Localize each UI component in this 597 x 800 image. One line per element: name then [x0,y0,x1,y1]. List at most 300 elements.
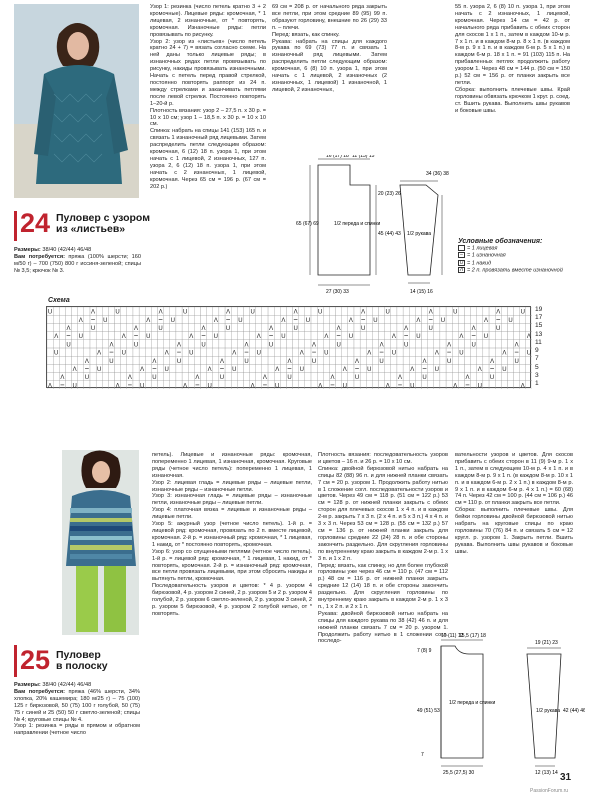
chart-cell [440,373,446,381]
chart-cell [200,307,206,315]
chart-cell [268,381,274,389]
chart-cell [59,323,65,331]
chart-cell [102,381,108,389]
chart-cell [495,381,501,389]
chart-cell [311,332,317,340]
k2tog-symbol: Λ [134,326,139,332]
chart-cell [182,340,188,348]
chart-cell [108,332,114,340]
chart-cell [182,315,188,323]
k2tog-symbol: Λ [152,358,157,365]
legend-item [458,267,573,274]
chart-cell [133,381,139,389]
chart-cell [286,340,292,348]
chart-cell [409,323,415,331]
chart-cell [256,381,262,389]
chart-cell [385,356,391,364]
front-back-label: 1/2 переда и спинки [334,221,381,227]
chart-cell [164,323,170,331]
chart-cell [452,373,458,381]
k2tog-symbol: Λ [361,309,366,316]
instructions-column-1: петель). Лицевые и изнаночные ряды: кромочная, попеременно 1 лицевая, 1 изнаночная, кромочная. Круговые ряды (четное число петель): попеременно 1 лицевая, 1 изнаночная. Узор 2: лицевая гладь = лицевые ряды – лицевые петли, изнаночные ряды – изнаночные петли. Узор 3: изнаночная гладь = лицевые ряды – изнаночные петли, изнаночные ряды – лицевые петли. Узор 4: платочная вязка = лицевые и изнаночные ряды – лицевые петли. Узор 5: ажурный узор (четное число петель). 1-й р. = лицевой ряд: кромочная, провязать по 2 п. вместе лицевой, кромочная. 2-й р. = изнаночный ряд: кромочная, * 1 лицевая, 1 накид, от * постоянно повторять, кромочная. Узор 6: узор со спущенными петлями (четное число петель). 1-й р. = лицевой ряд: кромочная, * 1 лицевая, 1 накид, от * повторять, кромочная. 2-й р. = изнаночный ряд: кромочная, все петли провязать лицевыми, при этом сбросить накиды и вытянуть петли, кромочная. Последовательность узоров и цветов: * 4 р. узором 4 бирюзовой, 4 р. узором 2 синей, 2 р. узором 5 и 2 р. узором 4 голубой, 2 р. узором 6 светло-зеленой, 2 р. узором 3 синей, 2 р. узором 5 бирюзовой, 4 р. узором 2 голубой нитью, от * повторять. [152,452,312,617]
chart-cell [164,315,170,323]
chart-cell [145,373,151,381]
yarn-over-symbol: U [115,309,120,316]
chart-cell [72,340,78,348]
chart-cell [403,315,409,323]
materials-value: пряжа (100% шерсти; 160 м/50 г) – 700 (750) 800 г иссиня-зеленой; спицы № 3,5; крючок № 3. [14,253,141,274]
schema-row-number: 9 [535,347,539,355]
chart-cell [121,323,127,331]
chart-cell [207,340,213,348]
chart-cell [452,323,458,331]
chart-cell [440,381,446,389]
chart-cell [47,364,53,372]
k2tog-symbol: Λ [490,358,495,365]
yarn-over-symbol: U [410,383,415,389]
yarn-over-symbol: U [84,375,90,382]
chart-cell [115,373,121,381]
yarn-over-symbol: U [373,317,378,324]
k2tog-symbol: Λ [146,317,151,324]
chart-cell [237,373,243,381]
chart-cell [280,381,286,389]
chart-cell [158,356,164,364]
chart-cell [268,348,274,356]
dim-length: 49 (51) 53 [417,708,440,714]
chart-cell [440,323,446,331]
chart-cell [415,340,421,348]
chart-cell [391,323,397,331]
chart-cell [471,356,477,364]
chart-cell [280,364,286,372]
chart-cell [446,373,452,381]
chart-cell [305,323,311,331]
chart-cell [256,307,262,315]
chart-cell [520,315,526,323]
chart-cell [342,307,348,315]
chart-cell [501,323,507,331]
chart-cell [262,307,268,315]
chart-cell [336,307,342,315]
chart-cell [96,315,102,323]
k2tog-symbol: Λ [447,342,452,349]
chart-cell [102,356,108,364]
yarn-over-symbol: U [324,350,329,357]
chart-cell [274,348,280,356]
chart-cell [379,373,385,381]
chart-cell [268,373,274,381]
chart-cell [53,315,59,323]
chart-cell [483,348,489,356]
chart-cell [520,340,526,348]
chart-cell [207,315,213,323]
chart-cell [182,356,188,364]
chart-cell [145,340,151,348]
chart-cell [354,323,360,331]
chart-cell [158,348,164,356]
chart-cell [280,307,286,315]
chart-cell [65,381,71,389]
k2tog-symbol: Λ [330,375,335,382]
chart-cell [501,356,507,364]
front-back-label: 1/2 переда и спинки [449,700,496,706]
chart-cell [65,356,71,364]
chart-cell [108,381,114,389]
chart-cell [391,307,397,315]
chart-cell [360,332,366,340]
chart-cell [514,364,520,372]
legend-text: = 1 лицевая [467,245,498,252]
chart-cell [96,381,102,389]
chart-cell [219,315,225,323]
schema-row-numbers [535,306,549,388]
chart-cell [317,340,323,348]
model-illustration [14,4,139,198]
chart-cell [158,332,164,340]
chart-cell [286,332,292,340]
pattern-number: 25 [20,645,51,675]
chart-cell [170,348,176,356]
chart-cell [90,356,96,364]
k2tog-symbol: Λ [385,383,390,389]
yarn-over-symbol: U [238,317,243,324]
chart-cell [127,364,133,372]
chart-cell [336,381,342,389]
chart-cell [47,356,53,364]
chart-cell [403,348,409,356]
chart-cell [354,340,360,348]
chart-cell [379,323,385,331]
chart-cell [72,356,78,364]
chart-cell [317,323,323,331]
schema-row-number: 15 [535,322,543,330]
chart-cell [145,323,151,331]
yarn-over-symbol: U [158,326,163,332]
k2tog-symbol: Λ [226,309,231,316]
k2tog-symbol: Λ [514,342,519,349]
chart-cell [299,381,305,389]
chart-cell [458,307,464,315]
chart-cell [268,356,274,364]
chart-cell [379,381,385,389]
pattern1-intro: Узор 1: резинка = ряды в прямом и обратном направлении (четное число [14,723,140,737]
k2tog-symbol: Λ [428,309,433,316]
chart-cell [225,373,231,381]
dim-sleeve-length: 42 (44) 46 [563,708,585,714]
chart-cell [354,307,360,315]
chart-cell [385,348,391,356]
chart-cell [434,307,440,315]
chart-cell [458,364,464,372]
yarn-over-symbol: U [268,342,274,349]
section-divider [0,425,597,426]
chart-cell [237,381,243,389]
chart-cell [262,356,268,364]
chart-cell [213,307,219,315]
chart-cell [231,381,237,389]
chart-cell [182,332,188,340]
k2tog-symbol: Λ [404,326,409,332]
yarn-over-symbol: U [496,326,501,332]
legend-title: Условные обозначения: [458,238,543,245]
chart-cell [139,356,145,364]
chart-cell [336,373,342,381]
yarn-over-symbol: U [391,350,397,357]
photo-pullover-24 [14,4,139,198]
chart-cell [452,364,458,372]
chart-cell [391,381,397,389]
chart-cell [415,356,421,364]
chart-cell [102,373,108,381]
chart-cell [139,315,145,323]
k2tog-symbol: Λ [164,350,169,357]
chart-cell [305,373,311,381]
chart-cell [458,373,464,381]
chart-cell [514,373,520,381]
chart-cell [366,307,372,315]
chart-cell [145,348,151,356]
chart-cell [280,323,286,331]
chart-cell [323,356,329,364]
yarn-over-symbol: U [189,350,194,357]
chart-cell [520,356,526,364]
chart-cell [237,348,243,356]
page-number: 31 [560,772,572,783]
chart-cell [305,340,311,348]
chart-cell [391,315,397,323]
chart-cell [78,323,84,331]
pattern-title-line2: из «листьев» [56,223,126,235]
model-illustration [62,450,139,635]
chart-cell [225,332,231,340]
chart-cell [372,332,378,340]
k2tog-symbol: Λ [483,317,488,324]
chart-cell [250,373,256,381]
k2tog-symbol: Λ [502,350,507,357]
chart-cell [250,332,256,340]
chart-cell [366,315,372,323]
chart-cell [207,332,213,340]
chart-cell [53,364,59,372]
chart-cell [446,315,452,323]
chart-cell [348,323,354,331]
chart-cell [366,356,372,364]
chart-cell [176,307,182,315]
chart-cell [514,332,520,340]
chart-cell [176,381,182,389]
chart-cell [440,332,446,340]
chart-cell [458,356,464,364]
chart-cell [483,307,489,315]
chart-cell [483,381,489,389]
chart-cell [84,340,90,348]
chart-cell [127,348,133,356]
k2tog-symbol: Λ [256,334,261,341]
chart-cell [102,323,108,331]
chart-cell [366,381,372,389]
chart-cell [170,332,176,340]
chart-cell [53,307,59,315]
chart-cell [446,307,452,315]
chart-cell [194,364,200,372]
chart-cell [59,348,65,356]
chart-cell [360,340,366,348]
k2tog-symbol: Λ [355,358,360,365]
yarn-over-symbol: U [139,383,145,389]
yarn-over-symbol: U [219,375,225,382]
chart-cell [274,340,280,348]
chart-cell [360,381,366,389]
yarn-over-symbol: U [78,334,83,341]
materials-value: пряжа (46% шерсти, 34% хлопка, 20% кашемира; 180 м/25 г) – 75 (100) 125 г бирюзовой, 50 (75) 100 г голубой, 50 (75) 75 г синей и 25 (50) 50 г светло-зеленой; спицы № 4; круговые спицы № 4. [14,688,140,723]
chart-cell [391,373,397,381]
chart-cell [409,307,415,315]
k2tog-symbol: Λ [97,350,102,357]
yarn-over-symbol: U [293,326,298,332]
yarn-over-symbol: U [250,309,255,316]
chart-cell [403,381,409,389]
chart-cell [354,332,360,340]
k2tog-symbol: Λ [91,309,96,316]
chart-cell [121,315,127,323]
yarn-over-symbol: U [97,367,102,373]
chart-cell [200,356,206,364]
chart-cell [526,364,532,372]
chart-cell [262,315,268,323]
chart-cell [311,323,317,331]
chart-cell [342,315,348,323]
schema-row-number: 7 [535,355,539,363]
schema-title: Схема [48,297,70,304]
chart-cell [507,348,513,356]
schema-row-number: 1 [535,379,539,387]
chart-cell [323,307,329,315]
chart-cell [305,348,311,356]
chart-cell [354,381,360,389]
chart-cell [127,315,133,323]
chart-cell [170,356,176,364]
yarn-over-symbol: U [403,342,409,349]
chart-cell [59,332,65,340]
k2tog-symbol: Λ [324,334,329,341]
k2tog-symbol: Λ [348,317,353,324]
chart-cell [311,315,317,323]
chart-cell [360,348,366,356]
chart-cell [354,315,360,323]
chart-cell [409,348,415,356]
chart-cell [397,307,403,315]
chart-cell [256,364,262,372]
chart-cell [237,307,243,315]
chart-cell [90,340,96,348]
chart-cell [305,381,311,389]
chart-cell [231,373,237,381]
chart-cell [72,332,78,340]
chart-cell [65,364,71,372]
chart-cell [194,348,200,356]
k2tog-symbol: Λ [410,367,415,373]
chart-cell [127,356,133,364]
chart-cell [47,348,53,356]
chart-cell [225,356,231,364]
chart-cell [311,373,317,381]
chart-cell [458,315,464,323]
sleeve-label: 1/2 рукава [407,231,432,237]
yarn-over-symbol: U [440,317,446,324]
k2tog-symbol: Λ [48,383,53,389]
chart-cell [219,348,225,356]
chart-cell [145,307,151,315]
chart-cell [237,364,243,372]
chart-cell [280,356,286,364]
chart-cell [262,332,268,340]
chart-cell [391,364,397,372]
chart-cell [213,340,219,348]
chart-cell [434,315,440,323]
chart-cell [231,356,237,364]
chart-cell [323,315,329,323]
chart-cell [329,348,335,356]
k2tog-symbol: Λ [189,334,194,341]
chart-cell [421,307,427,315]
chart-cell [200,364,206,372]
chart-cell [219,307,225,315]
chart-cell [446,323,452,331]
chart-cell [440,307,446,315]
knitting-chart [46,306,531,388]
chart-cell [256,340,262,348]
chart-cell [440,348,446,356]
chart-cell [164,340,170,348]
chart-cell [520,323,526,331]
yarn-over-symbol: U [121,350,126,357]
chart-cell [207,373,213,381]
yarn-over-symbol: U [305,317,311,324]
chart-cell [403,373,409,381]
yarn-over-symbol: U [459,350,464,357]
instructions-column-2: Плотность вязания: последовательность узоров и цветов – 16 п. и 26 р. = 10 x 10 см. Спинка: двойной бирюзовой нитью набрать на спицы 82 (88) 96 п. и для нижней планки связать 7 см = 20 р. узором 1. Продолжить работу нитью в 1 сложение согл. последовательности узоров и цветов. Через 49 см = 118 р. (51 см = 122 р.) 53 см = 128 р. от нижней планки закрыть с обеих сторон для плечевых скосов 1 x 4 п. и в каждом 2-м р. закрыть 7 x 3 п. (2 x 4 п. и 5 x 3 п.) 4 x 4 п. и 3 x 3 п. Через 53 см = 128 р. (55 см = 132 р.) 57 см = 136 р. от нижней планки закрыть для горловины средние 22 (24) 28 п. и обе стороны закончить раздельно. Для скругления горловины по внутреннему краю закрыть в каждом 2-м р. 1 x 3 п. и 1 x 2 п. Перед: вязать, как спинку, но для более глубокой горловины уже через 46 см = 110 р. (47 см = 112 р.) 48 см = 116 р. от нижней планки закрыть средние 12 (14) 18 п. и обе стороны закончить раздельно. Для скругления горловины по внутреннему краю закрыть в каждом 2-м р. 1 x 3 п., 1 x 2 п. и 2 x 1 п. Рукава: двойной бирюзовой нитью набрать на спицы для каждого рукава по 38 (42) 46 п. и для нижней планки связать 7 см = 20 р. узором 1. Продолжить работу нитью в 1 сложении согл. последо- [318,452,448,645]
chart-cell [225,340,231,348]
chart-cell [250,323,256,331]
chart-cell [170,364,176,372]
chart-cell [397,315,403,323]
yarn-over-symbol: U [66,342,71,349]
yarn-over-symbol: U [170,317,176,324]
sleeve-label: 1/2 рукава [536,708,561,714]
yarn-over-symbol: U [47,309,53,316]
chart-cell [495,332,501,340]
dim-width: 27 (30) 33 [326,289,349,295]
chart-cell [477,315,483,323]
chart-cell [53,373,59,381]
chart-cell [409,373,415,381]
chart-cell [348,307,354,315]
chart-cell [84,307,90,315]
chart-cell [127,340,133,348]
yarn-over-symbol: U [256,350,261,357]
chart-cell [182,348,188,356]
chart-cell [366,373,372,381]
chart-cell [348,381,354,389]
chart-cell [164,356,170,364]
chart-cell [47,315,53,323]
chart-cell [274,332,280,340]
chart-cell [121,364,127,372]
chart-cell [78,381,84,389]
chart-cell [286,381,292,389]
legend-symbol: U [459,259,464,266]
